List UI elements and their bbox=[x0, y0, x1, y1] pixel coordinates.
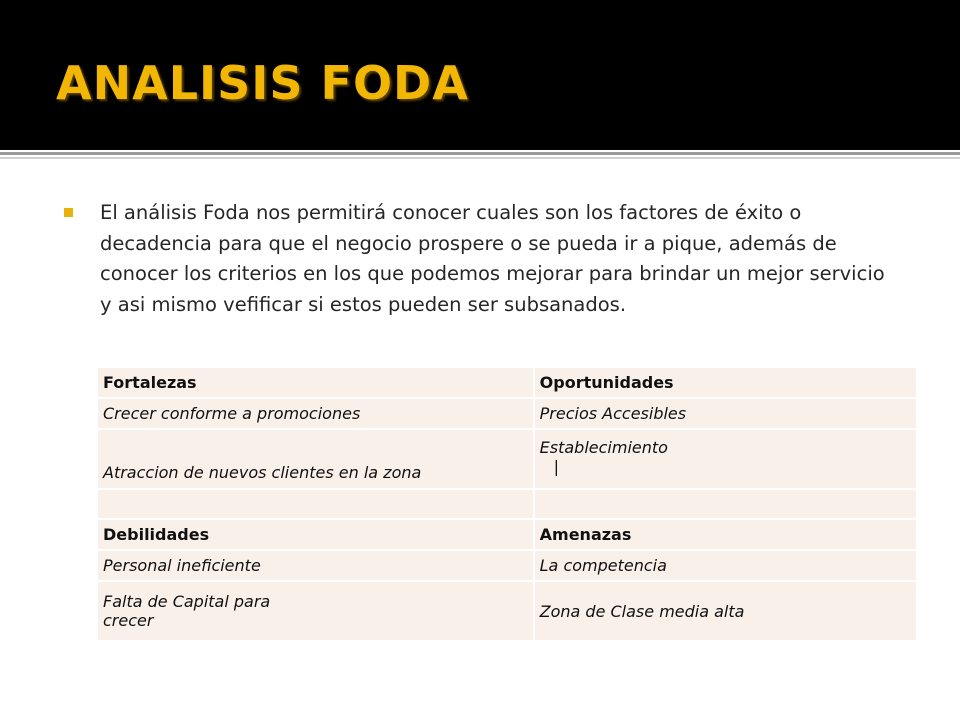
debilidad-item: Personal ineficiente bbox=[98, 551, 535, 582]
header-debilidades: Debilidades bbox=[98, 520, 535, 551]
table-row bbox=[98, 582, 918, 642]
table-row bbox=[98, 399, 918, 430]
oportunidad-text: Establecimiento bbox=[539, 438, 668, 457]
text-cursor: | bbox=[553, 457, 560, 476]
table-row bbox=[98, 490, 918, 520]
bullet-text: El análisis Foda nos permitirá conocer cuales son los factores de éxito o decadencia para que el negocio prospere o se pueda ir a pique, además de conocer los criterios en los que podemos mejorar para brindar un mejor servicio y asi mismo vefificar si estos pueden ser subsanados. bbox=[100, 201, 885, 316]
empty-cell bbox=[535, 490, 918, 520]
fortaleza-item: Atraccion de nuevos clientes en la zona bbox=[98, 430, 535, 490]
debilidad-line: crecer bbox=[103, 611, 154, 630]
table-row bbox=[98, 368, 918, 399]
header-amenazas: Amenazas bbox=[535, 520, 918, 551]
debilidad-line: Falta de Capital para bbox=[103, 592, 271, 611]
title-divider-secondary bbox=[0, 157, 960, 159]
table-row bbox=[98, 551, 918, 582]
title-divider bbox=[0, 152, 960, 155]
debilidad-item bbox=[98, 582, 535, 642]
square-bullet-icon bbox=[64, 208, 73, 217]
header-fortalezas: Fortalezas bbox=[98, 368, 535, 399]
header-oportunidades: Oportunidades bbox=[535, 368, 918, 399]
foda-table bbox=[98, 368, 918, 642]
title-band bbox=[0, 0, 960, 150]
amenaza-item: Zona de Clase media alta bbox=[535, 582, 918, 642]
table-row bbox=[98, 430, 918, 490]
amenaza-item: La competencia bbox=[535, 551, 918, 582]
table-row bbox=[98, 520, 918, 551]
slide-title: ANALISIS FODA bbox=[56, 56, 469, 110]
oportunidad-item bbox=[535, 430, 918, 490]
fortaleza-item: Crecer conforme a promociones bbox=[98, 399, 535, 430]
empty-cell bbox=[98, 490, 535, 520]
oportunidad-item: Precios Accesibles bbox=[535, 399, 918, 430]
